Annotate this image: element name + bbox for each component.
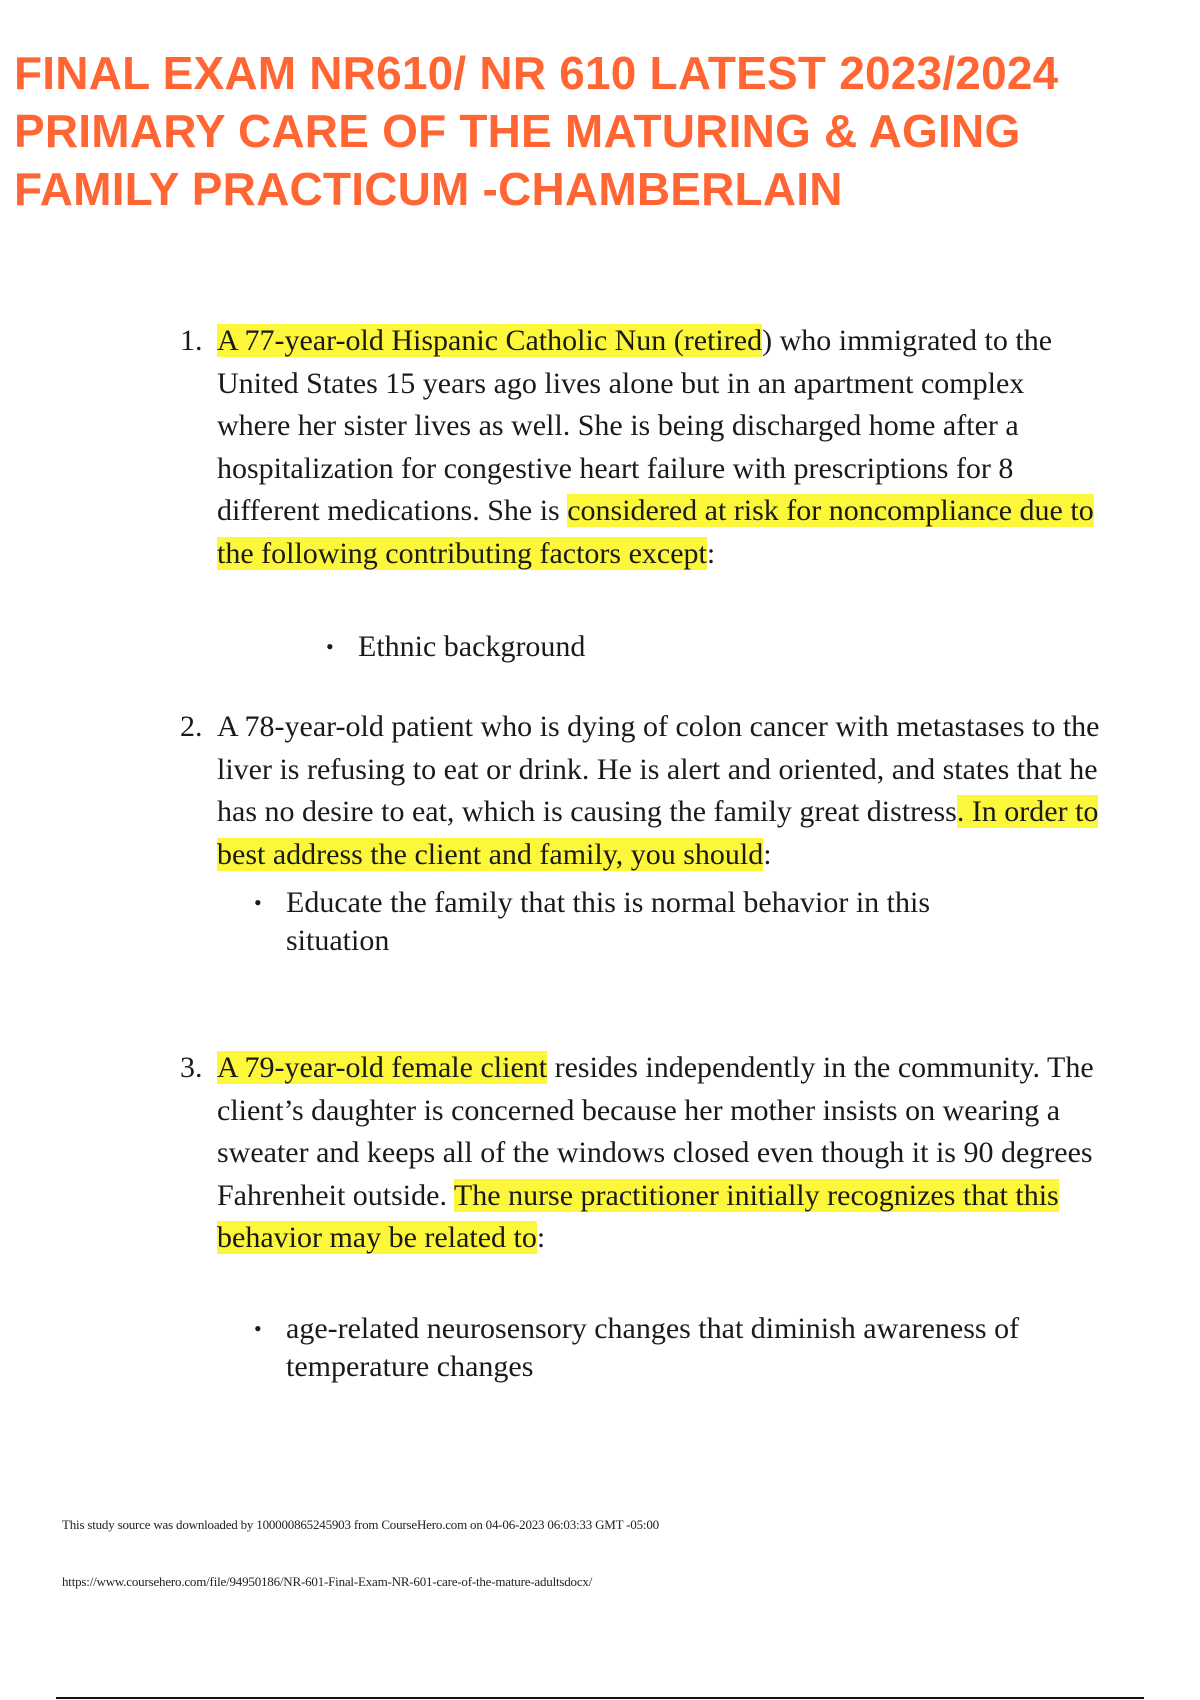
highlighted-text: . In order to best address the client and family, you should: [217, 795, 1099, 871]
answer-1: [326, 628, 1106, 666]
question-number: 3.: [180, 1051, 203, 1084]
question-1: [180, 320, 1100, 575]
question-3: [180, 1047, 1100, 1260]
bullet-icon: •: [254, 890, 262, 915]
highlighted-text: The nurse practitioner initially recognizes that this behavior may be related to: [217, 1178, 1059, 1254]
title-line-3: FAMILY PRACTICUM -CHAMBERLAIN: [14, 163, 843, 215]
question-body: resides independently in the community. The client’s daughter is concerned because her mother insists on wearing a sweater and keeps all of the windows closed even though it is 90 degrees Fahrenheit outside.: [217, 1051, 1094, 1212]
question-body: ) who immigrated to the United States 15 years ago lives alone but in an apartment complex where her sister lives as well. She is being discharged home after a hospitalization for congestive heart failure with prescriptions for 8 different medications. She is: [217, 324, 1053, 527]
highlighted-text: A 79-year-old female client: [217, 1051, 548, 1084]
question-text: [217, 706, 1100, 876]
question-number: 2.: [180, 710, 203, 743]
highlighted-text: A 77-year-old Hispanic Catholic Nun (retired: [217, 324, 763, 357]
question-2: [180, 706, 1100, 876]
bullet-icon: •: [254, 1316, 262, 1341]
highlighted-text: considered at risk for noncompliance due to the following contributing factors except: [217, 494, 1094, 570]
answer-text: Ethnic background: [358, 630, 586, 663]
question-body: A 78-year-old patient who is dying of colon cancer with metastases to the liver is refusing to eat or drink. He is alert and oriented, and states that he has no desire to eat, which is causing the family great distress: [217, 710, 1100, 828]
question-punctuation: :: [763, 837, 772, 871]
question-number: 1.: [180, 324, 203, 357]
title-line-1: FINAL EXAM NR610/ NR 610 LATEST 2023/2024: [14, 47, 1059, 99]
question-text: [217, 320, 1100, 575]
answer-text: Educate the family that this is normal behavior in this situation: [286, 886, 931, 957]
answer-3: [254, 1310, 1094, 1386]
answer-2: [254, 884, 994, 960]
source-url[interactable]: https://www.coursehero.com/file/94950186/NR-601-Final-Exam-NR-601-care-of-the-mature-adultsdocx/: [62, 1574, 593, 1589]
page-divider: [56, 1697, 1144, 1699]
document-title: [14, 44, 1184, 218]
bullet-icon: •: [326, 634, 334, 659]
answer-text: age-related neurosensory changes that diminish awareness of temperature changes: [286, 1312, 1020, 1383]
title-line-2: PRIMARY CARE OF THE MATURING & AGING: [14, 105, 1021, 157]
question-text: [217, 1047, 1100, 1260]
question-punctuation: :: [706, 536, 716, 570]
question-punctuation: :: [536, 1221, 546, 1254]
download-notice: This study source was downloaded by 100000865245903 from CourseHero.com on 04-06-2023 06:03:33 GMT -05:00: [62, 1517, 659, 1532]
